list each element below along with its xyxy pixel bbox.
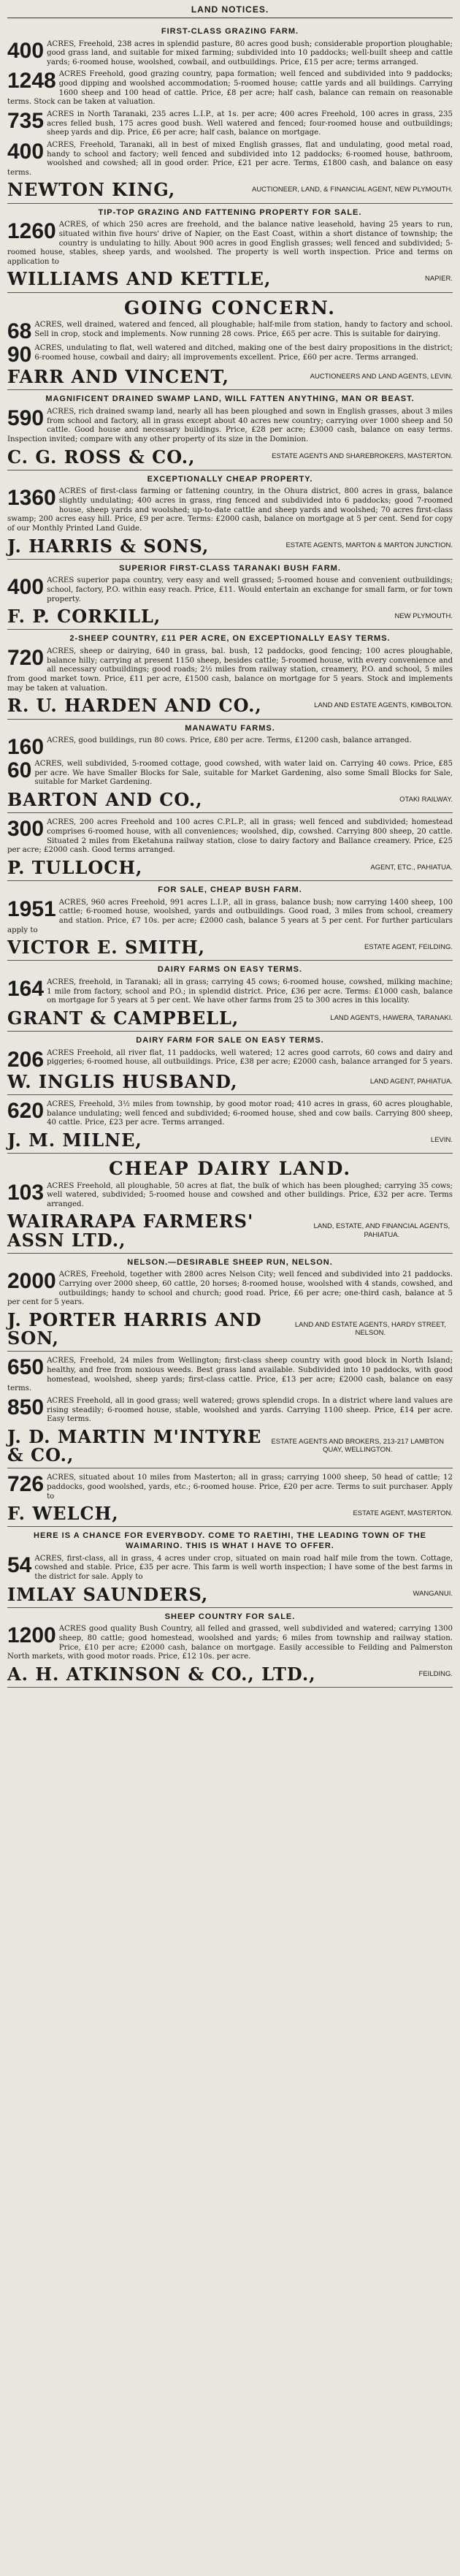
listing-text: ACRES, 960 acres Freehold, 991 acres L.I.P., all in grass, balance bush; now carrying 1400 sheep, 100 cattle; 6-roomed house, woolshed, yards and outbuildings. Good road, 3 miles from school, creamery and station. Price, £7 10s. per acre; £2000 cash, balance 5 years at 5 per cent. For further particulars apply to bbox=[7, 898, 453, 934]
land-advertisement bbox=[7, 1468, 453, 1527]
acreage-number: 164 bbox=[7, 976, 45, 1001]
ad-title: TIP-TOP GRAZING AND FATTENING PROPERTY FOR SALE. bbox=[98, 207, 362, 217]
listing-text: ACRES of first-class farming or fattening country, in the Ohura district, 800 acres in grass, balance slightly undulating; 400 acres in grass, ring fenced and subdivided into 6 paddocks; good 7-roomed house, sheep yards and woolshed; up-to-date cattle and sheep yards and woolshed; 70 acres first-class swamp; 200 acres easy hill. Price, £9 per acre. Terms: £2000 cash, balance on mortgage at 5 per cent. Send for copy of our Monthly Printed Land Guide. bbox=[7, 487, 453, 533]
agent-name: J. D. MARTIN M'INTYRE & CO., bbox=[7, 1425, 262, 1466]
acreage-number: 54 bbox=[7, 1552, 32, 1577]
property-listing bbox=[7, 760, 453, 788]
agent-signature bbox=[7, 367, 453, 386]
agent-name: P. TULLOCH, bbox=[7, 856, 143, 878]
property-listing bbox=[7, 1552, 453, 1582]
agent-detail: NAPIER. bbox=[424, 275, 453, 283]
acreage-number: 2000 bbox=[7, 1269, 56, 1294]
listing-text: ACRES Freehold, all river flat, 11 paddocks, well watered; 12 acres good carrots, 60 cows and dairy and piggeries; 6-roomed house, all outbuildings. Price, £38 per acre; £2000 cash, balance arranged for 5 years. bbox=[47, 1048, 453, 1067]
agent-detail: FEILDING. bbox=[418, 1669, 453, 1678]
agent-name: FARR AND VINCENT, bbox=[7, 366, 229, 388]
property-listing bbox=[7, 647, 453, 693]
agent-signature bbox=[7, 1311, 453, 1347]
agent-name: J. PORTER HARRIS AND SON, bbox=[7, 1309, 262, 1349]
property-listing bbox=[7, 1049, 453, 1070]
property-listing bbox=[7, 221, 453, 267]
acreage-number: 103 bbox=[7, 1180, 45, 1205]
property-listing bbox=[7, 1270, 453, 1308]
acreage-number: 650 bbox=[7, 1355, 45, 1380]
agent-detail: AUCTIONEERS AND LAND AGENTS, LEVIN. bbox=[310, 373, 453, 381]
agent-signature bbox=[7, 1585, 453, 1604]
property-listing bbox=[7, 818, 453, 856]
agent-signature bbox=[7, 790, 453, 809]
listing-text: ACRES, Freehold, 238 acres in splendid pasture, 80 acres good bush; considerable proportion ploughable; good grass land, and suitable for mixed farming; subdivided into 10 paddocks; well-built sheep and cattle yards; 6-roomed house, woolshed, cowbail, and outbuildings. Price, £15 per acre; terms arranged. bbox=[47, 39, 453, 66]
land-advertisement bbox=[7, 390, 453, 470]
agent-detail: ESTATE AGENTS AND SHAREBROKERS, MASTERTON. bbox=[272, 452, 453, 461]
property-listing bbox=[7, 40, 453, 68]
ad-title: FIRST-CLASS GRAZING FARM. bbox=[161, 26, 299, 36]
acreage-number: 300 bbox=[7, 817, 45, 842]
listing-text: ACRES, undulating to flat, well watered and ditched, making one of the best dairy propositions in the district; 6-roomed house, cowbail and dairy; all improvements excellent. Price, £60 per acre. Terms arranged. bbox=[34, 344, 453, 362]
agent-name: A. H. ATKINSON & CO., LTD., bbox=[7, 1663, 316, 1685]
property-listing bbox=[7, 1100, 453, 1128]
land-advertisement bbox=[7, 1527, 453, 1607]
listing-text: ACRES, freehold, in Taranaki; all in grass; carrying 45 cows; 6-roomed house, cowshed, milking machine; 1 mile from factory, school and P.O.; in splendid district. Price, £36 per acre. Terms: £1000 cash, balance on mortgage for 5 years at 5 per cent. We have other farms from 25 to 300 acres in this locality. bbox=[47, 978, 453, 1005]
agent-name: J. M. MILNE, bbox=[7, 1129, 142, 1151]
listing-text: ACRES, 200 acres Freehold and 100 acres C.P.L.P., all in grass; well fenced and subdivided; homestead comprises 6-roomed house, with all conveniences; woolshed, dip, cowshed. Carrying 800 sheep, 20 cattle. Situated 2 miles from Eketahuna railway station, close to dairy factory and Ballance creamery. Price, £25 per acre; £2000 cash. Good terms arranged. bbox=[7, 818, 453, 855]
ad-title: EXCEPTIONALLY CHEAP PROPERTY. bbox=[147, 474, 313, 484]
property-listing bbox=[7, 110, 453, 138]
acreage-number: 400 bbox=[7, 139, 45, 164]
agent-name: WAIRARAPA FARMERS' ASSN LTD., bbox=[7, 1211, 254, 1251]
ad-title: HERE IS A CHANCE FOR EVERYBODY. COME TO RAETIHI, THE LEADING TOWN OF THE WAIMARINO. THIS IS WHAT I HAVE TO OFFER. bbox=[34, 1531, 426, 1550]
acreage-number: 400 bbox=[7, 575, 45, 600]
listing-text: ACRES good quality Bush Country, all felled and grassed, well subdivided and watered; carrying 1300 sheep, 80 cattle; good homestead, woolshed and yards; 6 miles from township and railway station. Price, £10 per acre; £2000 cash, balance on mortgage. Easily accessible to Feilding and Palmerston North markets, with good motor roads. Price, £12 10s. per acre. bbox=[7, 1625, 453, 1661]
acreage-number: 68 bbox=[7, 319, 32, 344]
acreage-number: 620 bbox=[7, 1098, 45, 1123]
agent-name: C. G. ROSS & CO., bbox=[7, 446, 196, 468]
agent-detail: NEW PLYMOUTH. bbox=[394, 612, 453, 621]
listing-text: ACRES, of which 250 acres are freehold, and the balance native leasehold, having 25 years to run, situated within five hours' drive of Napier, on the East Coast, within a short distance of township; the country is undulating to hilly. About 900 acres in good English grasses; well fenced and subdivided; 5-roomed house, stables, sheep yards, and woolshed. The property is well worth inspection. Price and terms on application to bbox=[7, 221, 453, 266]
property-listing bbox=[7, 1625, 453, 1662]
advertisements-column bbox=[7, 23, 453, 1688]
agent-signature bbox=[7, 448, 453, 466]
agent-signature bbox=[7, 1009, 453, 1027]
land-advertisement bbox=[7, 23, 453, 204]
agent-signature bbox=[7, 1131, 453, 1149]
acreage-number: 206 bbox=[7, 1047, 45, 1072]
ad-title: DAIRY FARM FOR SALE ON EASY TERMS. bbox=[136, 1036, 324, 1045]
property-listing bbox=[7, 1474, 453, 1501]
listing-text: ACRES Freehold, all ploughable, 50 acres at flat, the bulk of which has been ploughed; carrying 35 cows; well watered, subdivided; 5-roomed house and cowshed and other buildings. Price, £32 per acre. Terms arranged. bbox=[47, 1181, 453, 1208]
ad-title: DAIRY FARMS ON EASY TERMS. bbox=[157, 965, 303, 975]
land-advertisement bbox=[7, 204, 453, 293]
acreage-number: 850 bbox=[7, 1395, 45, 1420]
land-advertisement bbox=[7, 1154, 453, 1254]
ad-title: SHEEP COUNTRY FOR SALE. bbox=[164, 1612, 296, 1621]
property-listing bbox=[7, 1182, 453, 1210]
acreage-number: 400 bbox=[7, 38, 45, 63]
land-advertisement bbox=[7, 720, 453, 814]
agent-name: F. WELCH, bbox=[7, 1503, 119, 1525]
agent-detail: LAND AGENTS, HAWERA, TARANAKI. bbox=[330, 1013, 453, 1022]
agent-signature bbox=[7, 180, 453, 199]
land-advertisement bbox=[7, 813, 453, 881]
acreage-number: 1200 bbox=[7, 1623, 56, 1648]
agent-name: BARTON AND CO., bbox=[7, 789, 203, 811]
agent-signature bbox=[7, 1212, 453, 1249]
property-listing bbox=[7, 978, 453, 1006]
property-listing bbox=[7, 576, 453, 604]
agent-name: R. U. HARDEN AND CO., bbox=[7, 695, 262, 717]
listing-text: ACRES, Freehold, 3½ miles from township, by good motor road; 410 acres in grass, 60 acres ploughable, balance undulating; well fenced and subdivided; 6-roomed house, shed and cow bails. Carrying 800 sheep, 40 cattle. Price, £23 per acre. Terms arranged. bbox=[47, 1100, 453, 1127]
listing-text: ACRES, well drained, watered and fenced, all ploughable; half-mile from station, handy to factory and school. Sell in crop, stock and implements. Now running 28 cows. Price, £65 per acre. This is suitable for dairying. bbox=[34, 321, 453, 338]
acreage-number: 1360 bbox=[7, 486, 56, 511]
agent-name: VICTOR E. SMITH, bbox=[7, 937, 206, 959]
agent-detail: ESTATE AGENTS AND BROKERS, 213-217 LAMBTON QUAY, WELLINGTON. bbox=[271, 1437, 444, 1455]
agent-name: J. HARRIS & SONS, bbox=[7, 535, 210, 557]
agent-detail: LAND AND ESTATE AGENTS, HARDY STREET, NELSON. bbox=[294, 1320, 446, 1338]
agent-signature bbox=[7, 1072, 453, 1091]
land-advertisement bbox=[7, 961, 453, 1032]
listing-text: ACRES Freehold, all in good grass; well watered; grows splendid crops. In a district where land values are rising steadily; 6-roomed house, stable, woolshed and yards. Carrying 1100 sheep. Price, £14 per acre. Easy terms. bbox=[47, 1396, 453, 1424]
property-listing bbox=[7, 70, 453, 107]
agent-detail: LAND AND ESTATE AGENTS, KIMBOLTON. bbox=[314, 701, 453, 710]
ad-heading: CHEAP DAIRY LAND. bbox=[108, 1158, 352, 1180]
land-advertisement bbox=[7, 1608, 453, 1688]
land-advertisement bbox=[7, 630, 453, 719]
land-advertisement bbox=[7, 470, 453, 560]
agent-name: NEWTON KING, bbox=[7, 179, 176, 201]
acreage-number: 1248 bbox=[7, 69, 56, 94]
ad-title: NELSON.—DESIRABLE SHEEP RUN, NELSON. bbox=[127, 1257, 333, 1267]
acreage-number: 60 bbox=[7, 758, 32, 783]
agent-signature bbox=[7, 270, 453, 288]
ad-title: SUPERIOR FIRST-CLASS TARANAKI BUSH FARM. bbox=[119, 563, 341, 573]
ad-title: FOR SALE, CHEAP BUSH FARM. bbox=[158, 885, 302, 894]
acreage-number: 720 bbox=[7, 646, 45, 671]
acreage-number: 726 bbox=[7, 1472, 45, 1497]
listing-text: ACRES superior papa country, very easy and well grassed; 5-roomed house and convenient outbuildings; school, factory, P.O. within easy reach. Price, £11. Would entertain an exchange for small farm, or for town property. bbox=[47, 576, 453, 603]
agent-detail: LAND AGENT, PAHIATUA. bbox=[369, 1077, 453, 1086]
listing-text: ACRES, rich drained swamp land, nearly all has been ploughed and sown in English grasses, about 3 miles from school and factory, all in grass except about 40 acres new country; carrying over 1000 sheep and 50 cattle. Good house and necessary buildings. Price, £28 per acre; £3000 cash, balance on easy terms. Inspection invited; compare with any other property of its size in the Dominion. bbox=[7, 407, 453, 443]
listing-text: ACRES, good buildings, run 80 cows. Price, £80 per acre. Terms, £1200 cash, balance arranged. bbox=[47, 736, 412, 745]
listing-text: ACRES, first-class, all in grass, 4 acres under crop, situated on main road half mile from the town. Cottage, cowshed and stable. Price, £35 per acre. This farm is well worth inspection; I have some of the best farms in the district for sale. Apply to bbox=[34, 1554, 453, 1581]
agent-signature bbox=[7, 696, 453, 715]
acreage-number: 90 bbox=[7, 343, 32, 367]
agent-detail: AGENT, ETC., PAHIATUA. bbox=[370, 863, 453, 872]
agent-signature bbox=[7, 1504, 453, 1523]
land-advertisement bbox=[7, 560, 453, 630]
listing-text: ACRES in North Taranaki, 235 acres L.I.P., at 1s. per acre; 400 acres Freehold, 100 acres in grass, 235 acres felled bush, 175 acres good bush. Well watered and fenced; four-roomed house and outbuildings; sheep yards and dip. Price, £6 per acre; half cash, balance on mortgage. bbox=[47, 110, 453, 137]
property-listing bbox=[7, 896, 453, 936]
land-advertisement bbox=[7, 293, 453, 391]
land-advertisement bbox=[7, 1254, 453, 1352]
listing-text: ACRES, Freehold, together with 2800 acres Nelson City; well fenced and subdivided into 21 paddocks. Carrying over 2000 sheep, 60 cattle, 20 horses; 8-roomed house, woolshed with 4 stands, cowshed, and outbuildings; handy to school and church; good road. Price, £6 per acre; one-third cash, balance at 5 per cent for 5 years. bbox=[7, 1270, 453, 1307]
property-listing bbox=[7, 1397, 453, 1425]
listing-text: ACRES Freehold, good grazing country, papa formation; well fenced and subdivided into 9 paddocks; good dipping and woolshed accommodation; 5-roomed house; cattle yards and all buildings. Carrying 1600 sheep and 100 head of cattle. Price, £8 per acre; half cash, balance can remain on reasonable terms. Stock can be taken at valuation. bbox=[7, 70, 453, 107]
agent-detail: OTAKI RAILWAY. bbox=[399, 795, 453, 804]
agent-name: W. INGLIS HUSBAND, bbox=[7, 1070, 238, 1092]
agent-name: IMLAY SAUNDERS, bbox=[7, 1583, 209, 1605]
listing-text: ACRES, Freehold, 24 miles from Wellington; first-class sheep country with good block in North Island; healthy, and free from noxious weeds. Best grass land available. Subdivided into 10 paddocks, with good homestead, woolshed, sheep yards; first-class cattle. Price, £13 per acre; £2000 cash, balance on easy terms. bbox=[7, 1357, 453, 1393]
ad-title: MAGNIFICENT DRAINED SWAMP LAND, WILL FATTEN ANYTHING, MAN OR BEAST. bbox=[45, 395, 415, 404]
agent-detail: ESTATE AGENTS, MARTON & MARTON JUNCTION. bbox=[285, 541, 453, 550]
masthead: LAND NOTICES. bbox=[7, 4, 453, 18]
listing-text: ACRES, well subdivided, 5-roomed cottage, good cowshed, with water laid on. Carrying 40 cows. Price, £85 per acre. We have Smaller Blocks for Sale, suitable for Market Gardening, also some Small Blocks for Sale, suitable for Market Gardening. bbox=[34, 760, 453, 787]
property-listing bbox=[7, 487, 453, 533]
acreage-number: 735 bbox=[7, 108, 45, 133]
agent-name: F. P. CORKILL, bbox=[7, 606, 161, 628]
acreage-number: 1951 bbox=[7, 896, 56, 921]
property-listing bbox=[7, 735, 453, 760]
ad-title: MANAWATU FARMS. bbox=[185, 723, 275, 733]
land-advertisement bbox=[7, 1352, 453, 1468]
ad-heading: GOING CONCERN. bbox=[124, 297, 336, 319]
agent-detail: ESTATE AGENT, FEILDING. bbox=[364, 943, 453, 952]
agent-detail: LAND, ESTATE, AND FINANCIAL AGENTS, PAHIATUA. bbox=[313, 1222, 451, 1239]
property-listing bbox=[7, 405, 453, 445]
agent-detail: AUCTIONEER, LAND, & FINANCIAL AGENT, NEW PLYMOUTH. bbox=[251, 186, 453, 194]
land-advertisement bbox=[7, 1032, 453, 1095]
acreage-number: 160 bbox=[7, 735, 45, 760]
property-listing bbox=[7, 319, 453, 344]
property-listing bbox=[7, 1357, 453, 1394]
agent-name: WILLIAMS AND KETTLE, bbox=[7, 268, 272, 290]
agent-signature bbox=[7, 606, 453, 628]
agent-signature bbox=[7, 937, 453, 959]
agent-signature bbox=[7, 537, 453, 555]
land-advertisement bbox=[7, 881, 453, 961]
agent-signature bbox=[7, 1425, 453, 1466]
property-listing bbox=[7, 344, 453, 365]
ad-title: 2-SHEEP COUNTRY, £11 PER ACRE, ON EXCEPTIONALLY EASY TERMS. bbox=[69, 634, 391, 644]
agent-detail: WANGANUI. bbox=[413, 1590, 453, 1598]
agent-detail: ESTATE AGENT, MASTERTON. bbox=[353, 1509, 453, 1518]
land-advertisement bbox=[7, 1095, 453, 1154]
agent-name: GRANT & CAMPBELL, bbox=[7, 1007, 239, 1029]
acreage-number: 1260 bbox=[7, 219, 56, 244]
agent-signature bbox=[7, 858, 453, 877]
agent-detail: LEVIN. bbox=[430, 1135, 453, 1144]
agent-signature bbox=[7, 1665, 453, 1683]
acreage-number: 590 bbox=[7, 405, 45, 430]
listing-text: ACRES, sheep or dairying, 640 in grass, bal. bush, 12 paddocks, good fencing; 100 acres ploughable, balance hilly; carrying at present 1150 sheep, besides cattle; 5-roomed house, with every convenience and all necessary outbuildings; good roads; 2½ miles from railway station, creamery, P.O. and school, 5 miles from good market town. Price, £11 per acre, £1500 cash, balance on mortgage for 5 years. Stock and implements may be taken at valuation. bbox=[7, 647, 453, 693]
listing-text: ACRES, Freehold, Taranaki, all in best of mixed English grasses, flat and undulating, good metal road, handy to school and factory; well fenced and subdivided into 12 paddocks; 6-roomed house, bathroom, woolshed and cowshed; all in good order. Price, £21 per acre. Terms, £1800 cash, and balance on easy terms. bbox=[7, 140, 453, 177]
property-listing bbox=[7, 141, 453, 178]
listing-text: ACRES, situated about 10 miles from Masterton; all in grass; carrying 1000 sheep, 50 head of cattle; 12 paddocks, good woolshed, yards, etc.; 6-roomed house. Price, £20 per acre. Terms to suit purchaser. Apply to bbox=[47, 1474, 453, 1501]
